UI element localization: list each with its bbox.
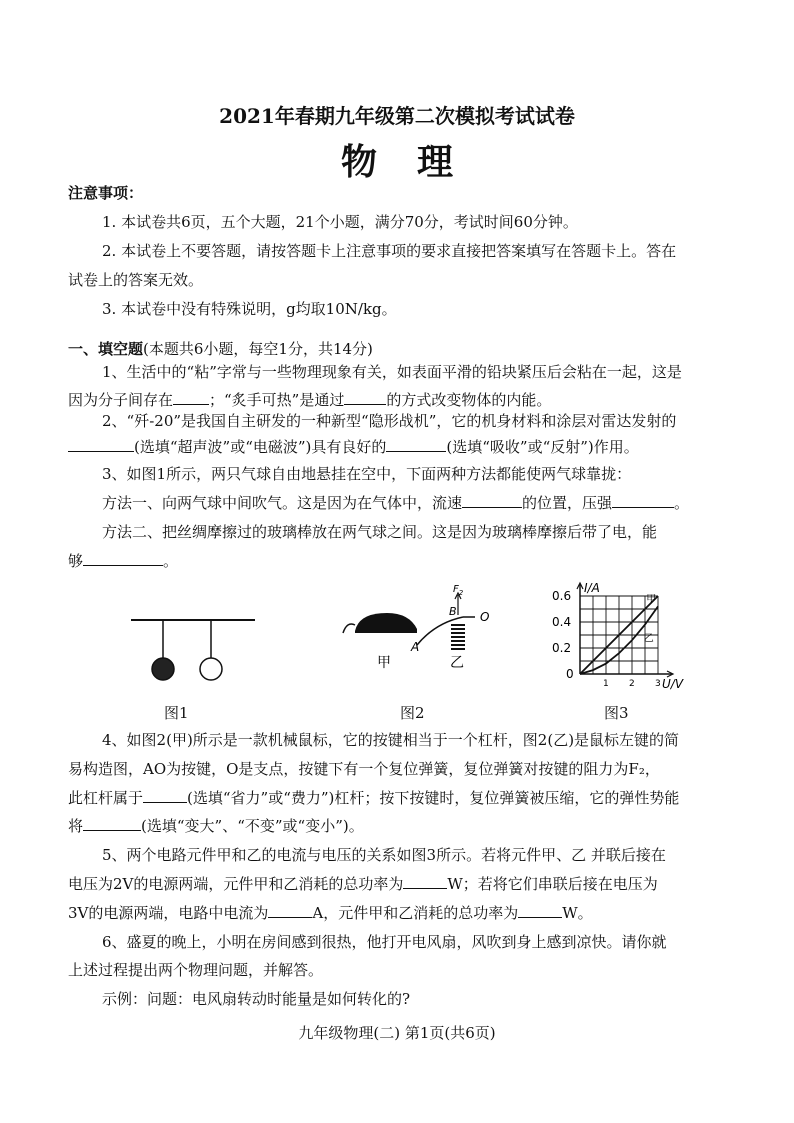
q4-blank-2[interactable] [83,816,141,831]
q2-blank-1[interactable] [68,437,134,452]
q4-line-1: 4、如图2(甲)所示是一款机械鼠标，它的按键相当于一个杠杆，图2(乙)是鼠标左键的简 [102,731,680,749]
q3-text-c: 。 [674,494,690,512]
q2-text-a: (选填“超声波”或“电磁波”)具有良好的 [134,438,387,456]
q4-blank-1[interactable] [143,788,187,803]
fig2-label-F [453,585,464,597]
chart-y-tick-label: 0.2 [552,641,572,655]
chart-y-tick-label: 0.4 [552,615,572,629]
q3-text-b: 的位置，压强 [522,494,613,512]
q1-text-b: ；“炙手可热”是通过 [209,391,345,409]
q2-text-b: (选填“吸收”或“反射”)作用。 [446,438,639,456]
fig2-F-letter: F [453,585,459,595]
q1-line-1: 1、生活中的“粘”字常与一些物理现象有关，如表面平滑的铅块紧压后会粘在一起，这是 [102,363,682,381]
q1-line-2 [68,390,551,410]
q4-text-b: (选填“省力”或“费力”)杠杆；按下按键时，复位弹簧被压缩，它的弹性势能 [187,789,680,807]
figure-3-iv-chart [548,580,698,692]
fig2-label-A: A [411,640,420,654]
q4-text-a: 此杠杆属于 [68,789,144,807]
fig2-spring [451,625,465,649]
q5-text-a: 电压为2V的电源两端，元件甲和乙消耗的总功率为 [68,875,404,893]
q2-blank-2[interactable] [386,437,446,452]
q5-line-3 [68,903,593,923]
fig2-label-jia: 甲 [377,655,391,671]
q1-blank-1[interactable] [173,390,209,405]
q5-line-2 [68,874,658,894]
q5-text-e: W。 [562,904,593,922]
chart-x-tick-label: 1 [603,679,609,689]
q3-line-1: 3、如图1所示，两只气球自由地悬挂在空中，下面两种方法都能使两气球靠拢： [102,465,632,483]
q3-blank-1[interactable] [462,493,522,508]
chart-series-jia-label: 甲 [646,594,657,606]
section-1-title: 一、填空题 [68,340,144,358]
chart-x-label: U/V [662,677,684,691]
notice-item-2: 2. 本试卷上不要答题，请按答题卡上注意事项的要求直接把答案填写在答题卡上。答在 [102,242,677,260]
fig1-right-balloon [200,658,222,680]
q1-text-a: 因为分子间存在 [68,391,174,409]
q5-text-b: W；若将它们串联后接在电压为 [447,875,658,893]
fig3-caption: 图3 [604,704,629,722]
q6-line-3: 示例：问题：电风扇转动时能量是如何转化的? [102,990,411,1008]
subject-title: 物理 [340,141,493,183]
q5-blank-2[interactable] [268,903,312,918]
notice-item-1: 1. 本试卷共6页，五个大题，21个小题，满分70分，考试时间60分钟。 [102,213,578,231]
fig2-label-yi: 乙 [450,655,464,671]
chart-series-yi-label: 乙 [643,633,654,645]
q3-line-2 [102,493,689,513]
q3-text-a: 方法一、向两气球中间吹气。这是因为在气体中，流速 [102,494,463,512]
q2-line-2 [68,437,639,457]
q1-blank-2[interactable] [344,390,386,405]
section-1-heading [68,338,373,359]
chart-y-tick-label: 0.6 [552,589,572,603]
q1-text-c: 的方式改变物体的内能。 [386,391,552,409]
chart-y-label: I/A [584,581,600,595]
q3-line-3: 方法二、把丝绸摩擦过的玻璃棒放在两气球之间。这是因为玻璃棒摩擦后带了电，能 [102,523,658,541]
fig2-F-subscript: 2 [458,589,464,597]
q4-line-3 [68,788,679,808]
figure-1-balloons [125,612,265,692]
chart-x-tick-label: 3 [655,679,661,689]
q4-text-d: (选填“变大”、“不变”或“变小”)。 [141,817,364,835]
q6-line-1: 6、盛夏的晚上，小明在房间感到很热，他打开电风扇，风吹到身上感到凉快。请你就 [102,933,667,951]
section-1-note: (本题共6小题，每空1分，共14分) [143,340,373,358]
q3-text-e: 。 [163,552,179,570]
q4-line-4 [68,816,364,836]
notice-item-2-cont: 试卷上的答案无效。 [68,271,204,289]
fig2-mouse-cable [343,624,355,633]
q4-line-2: 易构造图，AO为按键，O是支点，按键下有一个复位弹簧，复位弹簧对按键的阻力为F₂， [68,760,660,778]
q3-blank-2[interactable] [612,493,674,508]
q5-text-d: A，元件甲和乙消耗的总功率为 [312,904,519,922]
q5-blank-1[interactable] [403,874,447,889]
q3-text-d: 够 [68,552,84,570]
q5-line-1: 5、两个电路元件甲和乙的电流与电压的关系如图3所示。若将元件甲、乙 并联后接在 [102,846,666,864]
q4-text-c: 将 [68,817,84,835]
chart-x-tick-label: 2 [629,679,635,689]
figure-2-mouse [325,585,505,680]
chart-origin-label: 0 [566,667,574,681]
q3-line-4 [68,551,178,571]
exam-title: 2021年春期九年级第二次模拟考试试卷 [219,104,575,128]
page-footer: 九年级物理(二) 第1页(共6页) [298,1024,496,1042]
q5-blank-3[interactable] [518,903,562,918]
fig2-label-O: O [480,610,490,624]
q5-text-c: 3V的电源两端，电路中电流为 [68,904,269,922]
fig2-caption: 图2 [400,704,425,722]
fig2-mouse-body [355,613,417,633]
q6-line-2: 上述过程提出两个物理问题，并解答。 [68,961,324,979]
fig1-left-balloon [152,658,174,680]
fig2-label-B: B [449,605,457,618]
notice-item-3: 3. 本试卷中没有特殊说明，g均取10N/kg。 [102,300,397,318]
fig1-caption: 图1 [164,704,189,722]
q3-blank-3[interactable] [83,551,163,566]
notice-heading: 注意事项： [68,184,144,202]
q2-line-1: 2、“歼-20”是我国自主研发的一种新型“隐形战机”，它的机身材料和涂层对雷达发射的 [102,412,677,430]
